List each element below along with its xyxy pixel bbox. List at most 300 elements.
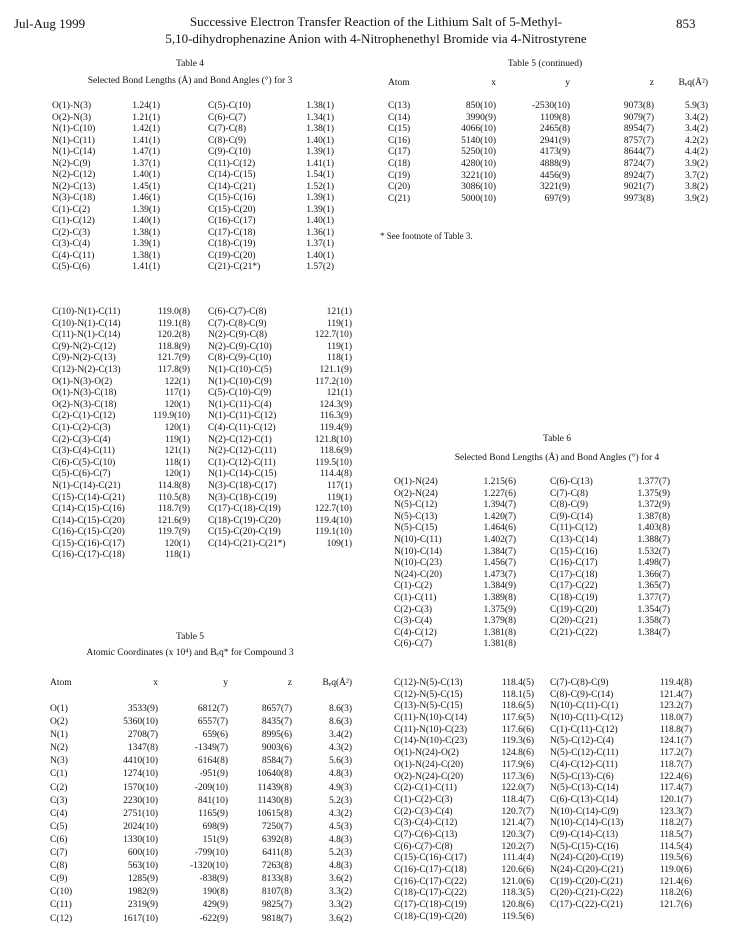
table-row [550,772,692,784]
table-row [550,581,670,593]
bond-value: 1.38(1) [132,250,160,261]
table-cell: C(14) [388,112,411,123]
bond-value: 1.227(6) [483,488,516,499]
table-cell: 563(10) [127,861,158,872]
bond-label: C(17)-C(22) [550,581,598,592]
table-cell: C(8) [50,861,68,872]
bond-value: 119.4(9) [319,422,352,433]
table-row [52,539,190,551]
column-header: x [153,678,158,688]
table-row [394,783,534,795]
bond-value: 120.2(8) [157,330,190,341]
table-row [394,500,516,512]
bond-value: 1.375(9) [483,604,516,615]
bond-label: C(19)-C(20)-C(21) [550,876,623,887]
table-cell: 4.2(2) [685,135,708,146]
bond-label: C(6)-C(7)-C(8) [394,841,453,852]
table-cell: 7250(7) [261,821,292,832]
bond-label: C(14)-C(15) [208,170,256,180]
table-cell: 3.7(2) [685,170,708,181]
bond-value: 119.7(9) [157,527,190,538]
table5-rows [50,703,352,926]
bond-value: 118.8(9) [157,341,190,352]
bond-value: 1.473(7) [483,569,516,580]
table-row [550,853,692,865]
bond-label: C(18)-C(19)-C(20) [208,515,281,526]
table-row [52,353,190,365]
bond-value: 118.4(5) [501,678,534,688]
table-row [50,834,352,847]
bond-label: C(14)-C(21) [208,181,256,192]
table-row [50,847,352,860]
table-row [394,605,516,617]
table5c-footnote: * See footnote of Table 3. [380,231,473,241]
bond-label: C(2)-C(3) [394,604,432,615]
table-cell: 9818(7) [261,913,292,924]
bond-label: C(1)-C(12) [52,216,95,226]
table-cell: 11430(8) [257,795,292,806]
table-row [208,216,334,228]
table-row [52,516,190,528]
table-cell: 5.6(3) [329,756,352,767]
bond-label: O(1)-N(24) [394,477,438,487]
table-row [394,760,534,772]
table-cell: 9003(6) [261,743,292,754]
bond-label: C(18)-C(19) [550,592,598,603]
table-cell: 9079(7) [623,112,654,123]
table-row [388,113,708,125]
table-row [208,377,352,389]
table-cell: C(20) [388,182,411,193]
table-row [50,860,352,873]
table-cell: 3.4(2) [685,112,708,123]
table-row [394,690,534,702]
table-row [50,755,352,768]
table-row [388,182,708,194]
bond-label: C(9)-C(14) [550,511,593,522]
table-row [208,124,334,136]
table-row [550,489,670,501]
table-row [208,353,352,365]
table-row [394,877,534,889]
bond-label: C(15)-C(16) [550,546,598,557]
table-cell: 3221(9) [539,182,570,193]
bond-value: 117.2(7) [659,748,692,759]
bond-label: N(2)-C(9)-C(10) [208,341,272,352]
table-row [52,342,190,354]
table-row [208,307,352,319]
table-row [50,899,352,912]
table6-angles-right [550,678,692,912]
table-row [52,136,160,148]
bond-label: C(15)-C(16)-C(17) [52,538,125,549]
column-header: Bₑq(Å²) [322,678,352,688]
bond-label: C(12)-N(5)-C(13) [394,678,463,688]
bond-label: C(2)-C(1)-C(12) [52,411,116,422]
bond-label: N(1)-C(11) [52,135,95,146]
table-row [50,716,352,729]
bond-value: 120(1) [164,399,190,410]
bond-value: 118.6(9) [319,446,352,457]
table-row [208,342,352,354]
bond-label: C(18)-C(19)-C(20) [394,911,467,922]
bond-value: 119(1) [165,434,190,445]
bond-value: 119.5(6) [501,911,534,922]
table-row [388,159,708,171]
bond-label: C(20)-C(21)-C(22) [550,888,623,899]
bond-label: N(2)-C(12) [52,170,96,180]
table-row [550,547,670,559]
bond-label: O(2)-N(3)-C(18) [52,399,117,410]
table-cell: 1165(9) [198,808,228,819]
bond-label: C(9)-N(2)-C(12) [52,341,116,352]
table-cell: C(2) [50,782,68,793]
table5-subtitle: Atomic Coordinates (x 10⁴) and Bₑq* for Compound 3 [86,648,294,658]
table-row [550,678,692,690]
table-row [208,365,352,377]
bond-label: C(15)-C(20) [208,204,256,215]
table-row [50,782,352,795]
table-cell: 9973(8) [623,193,654,204]
bond-value: 1.54(1) [306,170,334,180]
table-row [550,690,692,702]
table6-bonds-left [394,477,516,651]
bond-value: 1.498(7) [637,558,670,569]
bond-label: O(1)-N(24)-C(20) [394,759,464,770]
table-row [208,330,352,342]
table-cell: 8724(7) [623,158,654,169]
bond-value: 1.52(1) [306,181,334,192]
bond-value: 1.46(1) [132,193,160,203]
table-row [50,808,352,821]
bond-value: 1.57(2) [306,262,334,272]
table-cell: 4456(9) [539,170,570,181]
table-cell: 4.8(3) [329,834,352,845]
table-row [52,330,190,342]
bond-value: 1.40(1) [306,250,334,261]
table-row [208,493,352,505]
bond-label: C(16)-C(17)-C(18) [394,865,467,875]
bond-value: 121(1) [326,307,352,317]
table-row [388,171,708,183]
bond-label: N(10)-C(11) [394,534,442,545]
table-row [52,504,190,516]
table-cell: 6164(8) [197,756,228,767]
table-row [50,821,352,834]
bond-value: 1.402(7) [483,534,516,545]
bond-value: 1.365(7) [637,581,670,592]
table-cell: 4066(10) [461,124,496,135]
table-row [208,170,334,182]
bond-value: 1.384(9) [483,581,516,592]
bond-label: N(2)-C(12)-C(1) [208,434,272,445]
table4-bonds-right [208,101,334,274]
table-row [50,795,352,808]
table-row [52,307,190,319]
table-row [52,239,160,251]
bond-value: 121.4(6) [659,876,692,887]
bond-value: 1.45(1) [132,181,160,192]
table-row [52,193,160,205]
bond-value: 110.5(8) [157,492,190,503]
table-row [394,795,534,807]
bond-value: 1.21(1) [132,112,160,123]
bond-value: 121(1) [164,446,190,457]
table-cell: 2941(9) [539,135,570,146]
table-row [388,101,708,113]
table-cell: C(10) [50,887,73,898]
table-row [52,170,160,182]
bond-label: C(16)-C(17)-C(18) [52,550,125,561]
table-cell: 5000(10) [461,193,496,204]
table-cell: 3.9(2) [685,193,708,204]
table-row [50,703,352,716]
bond-label: N(5)-C(12)-C(4) [550,736,614,747]
bond-label: O(2)-N(3) [52,112,92,123]
bond-label: C(14)-C(15)-C(20) [52,515,125,526]
table-row [550,807,692,819]
table-row [52,365,190,377]
table-row [394,900,534,912]
bond-value: 119.1(8) [157,318,190,329]
column-header: Bₑq(Å²) [678,78,708,88]
table-row [52,228,160,240]
bond-label: N(5)-C(13)-C(6) [550,771,614,782]
table-row [208,228,334,240]
table-row [52,458,190,470]
bond-label: C(5)-C(10) [208,101,251,111]
bond-value: 120(1) [164,538,190,549]
bond-label: C(4)-C(11) [52,250,95,261]
bond-value: 1.456(7) [483,558,516,569]
table-row [394,725,534,737]
bond-value: 1.41(1) [132,135,160,146]
table-row [52,205,160,217]
bond-label: N(2)-C(13) [52,181,96,192]
table-cell: 3221(10) [461,170,496,181]
bond-label: C(11)-N(10)-C(23) [394,724,467,735]
table-row [52,388,190,400]
bond-value: 118.1(5) [501,689,534,700]
bond-label: C(6)-C(7) [394,639,432,650]
bond-value: 119(1) [327,341,352,352]
table-row [550,616,670,628]
bond-value: 117.9(6) [501,759,534,770]
table-cell: 3.9(2) [685,158,708,169]
table-cell: 5360(10) [123,717,158,728]
table-cell: 1109(8) [540,112,570,123]
table-cell: 4.9(3) [329,782,352,793]
table-cell: 659(6) [202,730,228,741]
bond-value: 1.41(1) [306,158,334,169]
bond-label: C(4)-C(12)-C(11) [550,759,618,770]
table-cell: 8107(8) [261,887,292,898]
table-cell: C(13) [388,101,411,111]
table-cell: 8.6(3) [329,717,352,728]
bond-label: C(1)-C(12)-C(11) [208,457,276,468]
bond-value: 1.40(1) [132,170,160,180]
table-cell: 5250(10) [461,147,496,158]
bond-label: N(1)-C(14)-C(15) [208,469,277,480]
table-row [208,504,352,516]
table6-title: Table 6 [542,434,572,444]
bond-value: 121.4(7) [659,689,692,700]
table-row [52,446,190,458]
table-cell: 9825(7) [261,900,292,911]
bond-value: 114.4(8) [319,469,352,480]
bond-value: 123.2(7) [659,701,692,712]
table-cell: C(5) [50,821,68,832]
column-header: z [287,678,292,688]
table-cell: C(1) [50,769,68,780]
bond-label: C(7)-C(8)-C(9) [550,678,609,688]
bond-label: C(3)-C(4) [394,616,432,627]
table-row [394,523,516,535]
bond-label: C(12)-N(2)-C(13) [52,364,121,375]
table-cell: 4173(9) [539,147,570,158]
table-row [208,516,352,528]
table-row [208,182,334,194]
table-row [394,865,534,877]
table-row [394,842,534,854]
bond-label: C(14)-C(21)-C(21*) [208,538,286,549]
bond-value: 1.358(7) [637,616,670,627]
table-cell: -838(9) [199,874,228,885]
bond-label: C(7)-C(8)-C(9) [208,318,267,329]
table-row [208,481,352,493]
bond-value: 121.8(10) [314,434,352,445]
table-row [394,678,534,690]
table-cell: 850(10) [465,101,496,111]
table-cell: 8954(7) [623,124,654,135]
table-row [208,411,352,423]
bond-value: 1.389(8) [483,592,516,603]
table-row [394,570,516,582]
bond-label: C(15)-C(20)-C(19) [208,527,281,538]
table-row [50,873,352,886]
bond-value: 109(1) [326,538,352,549]
table-row [52,435,190,447]
table-row [208,469,352,481]
running-title-line1: Successive Electron Transfer Reaction of the Lithium Salt of 5-Methyl- [189,14,563,29]
table-row [550,736,692,748]
table-row [208,435,352,447]
bond-label: O(2)-N(24) [394,488,438,499]
table-cell: 429(9) [202,900,228,911]
table-row [208,159,334,171]
bond-label: C(16)-C(15)-C(20) [52,527,125,538]
bond-label: C(9)-C(10) [208,147,251,157]
table-cell: 1617(10) [123,913,158,924]
bond-value: 1.41(1) [132,262,160,272]
bond-label: C(11)-C(12) [550,523,598,534]
table-cell: 2319(9) [127,900,158,911]
bond-label: N(1)-C(14)-C(21) [52,480,121,491]
table-cell: 3086(10) [461,182,496,193]
bond-value: 1.377(7) [637,592,670,603]
table-cell: C(12) [50,913,73,924]
bond-value: 1.42(1) [132,124,160,134]
bond-label: C(7)-C(6)-C(13) [394,829,458,840]
table-cell: -622(9) [199,913,228,924]
table-row [52,377,190,389]
journal-date: Jul-Aug 1999 [14,16,86,31]
table-row [52,216,160,228]
table-row [550,888,692,900]
bond-value: 114.5(4) [659,841,692,852]
bond-value: 122.4(6) [659,771,692,782]
table-cell: 4.4(2) [685,147,708,158]
table-row [50,913,352,926]
bond-label: C(19)-C(20) [550,604,598,615]
table-cell: 4.3(2) [329,808,352,819]
table-cell: 8657(7) [261,704,292,714]
bond-value: 117.8(9) [157,364,190,375]
table-cell: 1285(9) [127,874,158,885]
bond-value: 117.3(6) [501,771,534,782]
running-title [120,13,632,47]
bond-label: C(19)-C(20) [208,250,256,261]
bond-label: C(8)-C(9) [208,135,246,146]
column-header: Atom [50,678,72,688]
bond-label: C(8)-C(9)-C(14) [550,689,614,700]
table-row [208,539,352,551]
table-row [394,888,534,900]
table-row [394,772,534,784]
table-row [550,713,692,725]
table-row [394,713,534,725]
table-row [208,400,352,412]
table-row [208,423,352,435]
table-row [52,251,160,263]
table-cell: 4888(9) [539,158,570,169]
table-row [388,147,708,159]
table-row [550,477,670,489]
bond-value: 118.5(7) [659,829,692,840]
table-row [52,411,190,423]
bond-value: 116.3(9) [319,411,352,422]
bond-label: C(5)-C(6) [52,262,90,272]
table-cell: C(18) [388,158,411,169]
table-row [550,748,692,760]
table-cell: C(17) [388,147,411,158]
table-row [50,729,352,742]
table-row [394,912,534,924]
bond-label: C(15)-C(16)-C(17) [394,853,467,864]
table-row [550,535,670,547]
column-header: x [491,78,496,88]
table-row [52,159,160,171]
table5c-header [388,78,708,88]
bond-label: C(7)-C(8) [208,124,246,134]
bond-value: 119(1) [327,492,352,503]
table-cell: 4.5(3) [329,821,352,832]
bond-value: 117.4(7) [659,783,692,794]
table-cell: 10615(8) [257,808,292,819]
table-cell: 8584(7) [261,756,292,767]
bond-value: 122.7(10) [314,330,352,341]
bond-value: 121.7(9) [157,353,190,364]
bond-label: O(1)-N(3)-C(18) [52,388,117,399]
table-cell: 10640(8) [257,769,292,780]
table-row [394,581,516,593]
bond-label: C(13)-C(14) [550,534,598,545]
bond-label: C(13)-N(5)-C(15) [394,701,463,712]
bond-value: 121.0(6) [501,876,534,887]
bond-value: 118(1) [165,550,190,561]
table-cell: 3.6(2) [329,913,352,924]
bond-value: 119(1) [327,318,352,329]
